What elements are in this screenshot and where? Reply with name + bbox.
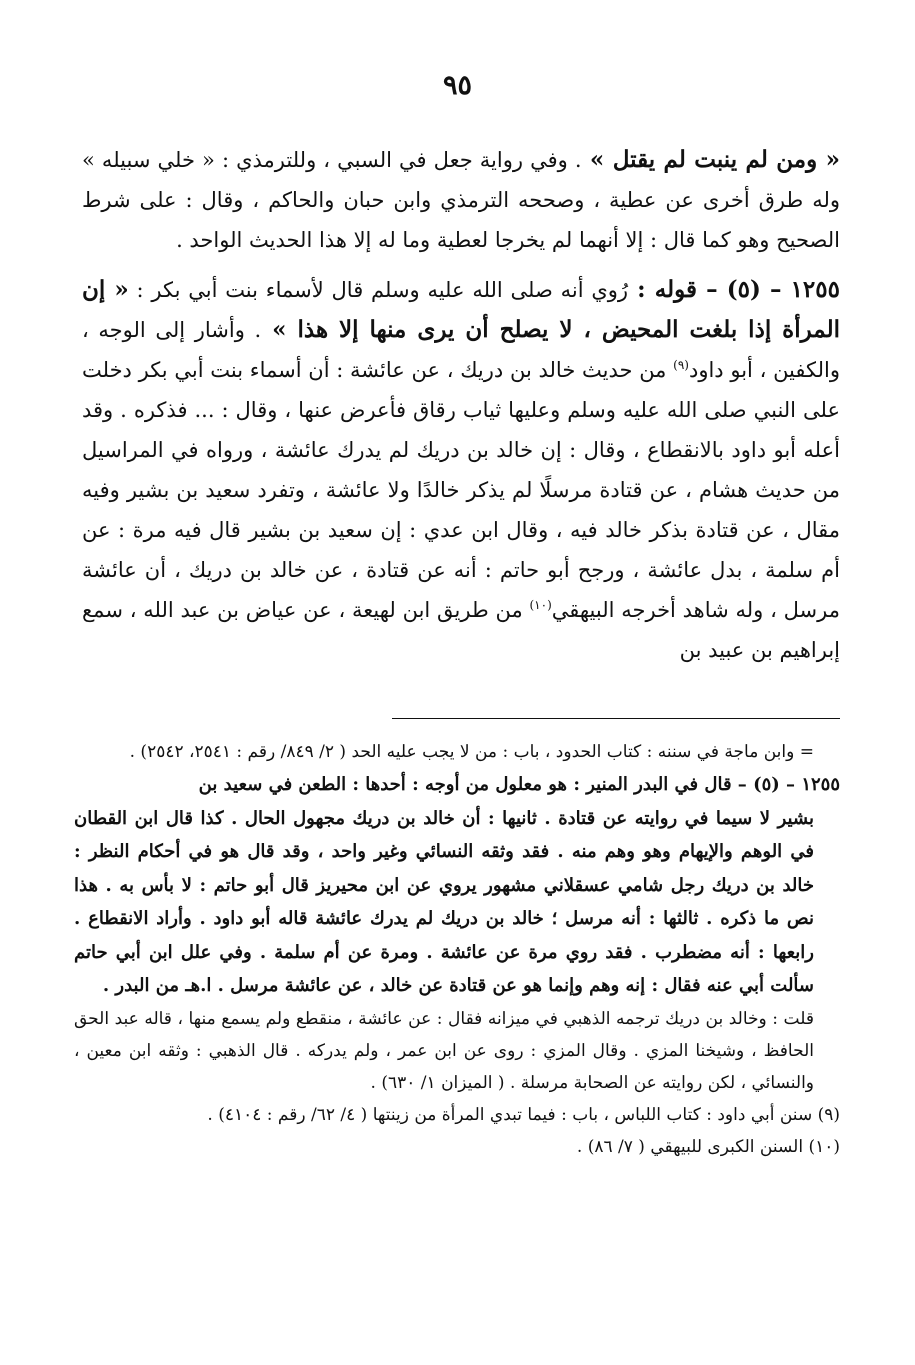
footnote-1255 [74, 768, 840, 1003]
footnote-qult: قلت : وخالد بن دريك ترجمه الذهبي في ميزانه فقال : عن عائشة ، منقطع ولم يسمع منها ، قاله عبد الحق الحافظ ، وشيخنا المزي . وقال المزي : روى عن ابن عمر ، ولم يدركه . قال الذهبي : وثقه ابن معين ، والنسائي ، لكن روايته عن الصحابة مرسلة . ( الميزان ١/ ٦٣٠) . [74, 1008, 814, 1093]
paragraph-1 [82, 140, 840, 260]
hadith-quote: « إن المرأة إذا بلغت المحيض ، لا يصلح أن يرى منها إلا هذا » [82, 276, 840, 343]
footnote-1255-first-line: ١٢٥٥ – (٥) – قال في البدر المنير : هو معلول من أوجه : أحدها : الطعن في سعيد بن [198, 774, 840, 795]
paragraph-text: . وفي رواية جعل في السبي ، وللترمذي : « خلي سبيله » وله طرق أخرى عن عطية ، وصححه الترمذي وابن حبان والحاكم ، وقال : على شرط الصحيح وهو كما قال : إلا أنهما لم يخرجا لعطية وما له إلا هذا الحديث الواحد . [82, 148, 840, 252]
footnote-ref-10[interactable]: (١٠) [529, 598, 552, 612]
page-number: ٩٥ [442, 70, 472, 101]
quote-bold: « ومن لم ينبت لم يقتل » [581, 146, 840, 173]
paragraph-2 [82, 270, 840, 670]
footnote-continuation: = وابن ماجة في سننه : كتاب الحدود ، باب : من لا يجب عليه الحد ( ٢/ ٨٤٩/ رقم : ٢٥٤١، ٢٥٤٢) . [129, 742, 814, 762]
paragraph-text: من طريق ابن لهيعة ، عن عياض بن عبد الله ، سمع إبراهيم بن عبيد بن [82, 598, 840, 662]
footnote-divider [392, 718, 840, 719]
entry-number: ١٢٥٥ – (٥) – قوله : [628, 276, 840, 303]
paragraph-text: . وأشار إلى الوجه ، والكفين ، أبو داود [82, 318, 840, 382]
footnote-ref-9[interactable]: (٩) [673, 358, 689, 372]
footnote-9: (٩) سنن أبي داود : كتاب اللباس ، باب : فيما تبدي المرأة من زينتها ( ٤/ ٦٢/ رقم : ٤١٠٤) . [207, 1104, 840, 1125]
footnote-1255-body: بشير لا سيما في روايته عن قتادة . ثانيها : أن خالد بن دريك مجهول الحال . كذا قال ابن القطان في الوهم والإيهام وهو وهم منه . فقد وثقه النسائي وغير واحد ، وقد قال هو في أحكام النظر : خالد بن دريك رجل شامي عسقلاني مشهور يروي عن ابن محيريز قال أبو حاتم : لا بأس به . هذا نص ما ذكره . ثالثها : أنه مرسل ؛ خالد بن دريك لم يدرك عائشة قاله أبو داود . وأراد الانقطاع . رابعها : أنه مضطرب . فقد روي مرة عن عائشة . ومرة عن أم سلمة . وفي علل ابن أبي حاتم سألت أبي عنه فقال : إنه وهم وإنما هو عن قتادة عن خالد ، عن عائشة مرسل . ا.هـ من البدر . [74, 807, 815, 996]
footnote-10: (١٠) السنن الكبرى للبيهقي ( ٧/ ٨٦) . [576, 1136, 840, 1157]
paragraph-text: رُوي أنه صلى الله عليه وسلم قال لأسماء بنت أبي بكر : [128, 278, 629, 302]
footnotes [74, 736, 840, 1163]
main-text [82, 140, 840, 670]
paragraph-text: من حديث خالد بن دريك ، عن عائشة : أن أسماء بنت أبي بكر دخلت على النبي صلى الله عليه وسلم وعليها ثياب رقاق فأعرض عنها ، وقال : ... فذكره . وقد أعله أبو داود بالانقطاع ، وقال : إن خالد بن دريك لم يدرك عائشة ، ورواه في المراسيل من حديث هشام ، عن قتادة مرسلًا لم يذكر خالدًا ولا عائشة ، وتفرد سعيد بن بشير وفيه مقال ، عن قتادة بذكر خالد فيه ، وقال ابن عدي : إن سعيد بن بشير قال فيه مرة : عن أم سلمة ، بدل عائشة ، ورجح أبو حاتم : أنه عن قتادة ، عن خالد بن دريك ، أن عائشة مرسل ، وله شاهد أخرجه البيهقي [82, 358, 840, 622]
